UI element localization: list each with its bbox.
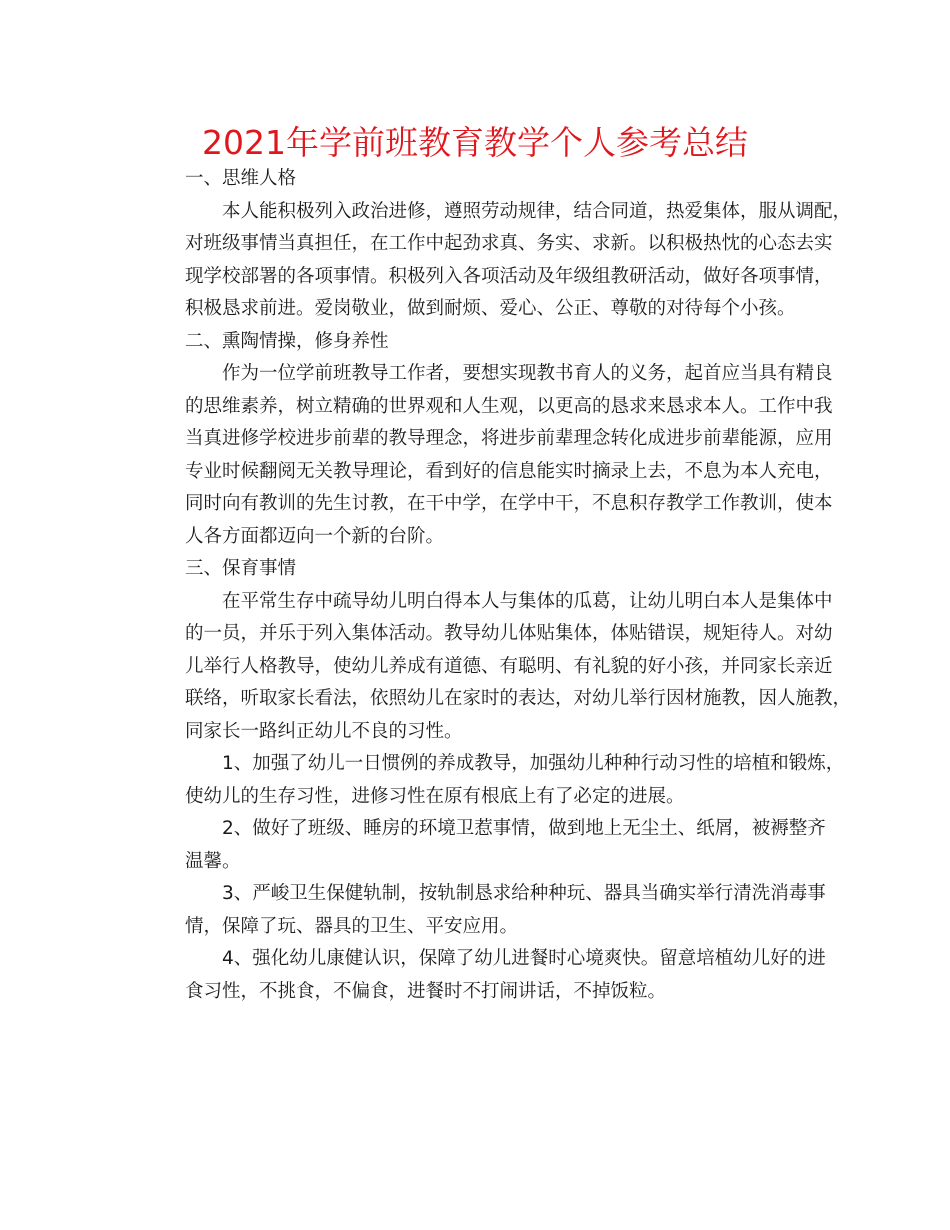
paragraph-line: 2、做好了班级、睡房的环境卫惹事情，做到地上无尘土、纸屑，被褥整齐 <box>222 818 826 839</box>
paragraph-line: 当真进修学校进步前辈的教导理念，将进步前辈理念转化成进步前辈能源，应用 <box>185 428 833 449</box>
paragraph-line: 本人能积极列入政治进修，遵照劳动规律，结合同道，热爱集体，服从调配， <box>222 200 852 222</box>
paragraph <box>148 586 852 749</box>
section-heading: 三、保育事情 <box>185 558 297 579</box>
section-heading: 一、思维人格 <box>185 168 297 189</box>
paragraph-line: 3、严峻卫生保健轨制，按轨制恳求给种种玩、器具当确实举行清洗消毒事 <box>222 883 826 904</box>
numbered-item <box>148 943 826 1008</box>
numbered-item <box>148 748 845 813</box>
paragraph-line: 联络，听取家长看法，依照幼儿在家时的表达，对幼儿举行因材施教，因人施教， <box>185 688 852 709</box>
document-title: 2021年学前班教育教学个人参考总结 <box>202 123 748 162</box>
paragraph-line: 4、强化幼儿康健认识，保障了幼儿进餐时心境爽快。留意培植幼儿好的进 <box>222 948 826 969</box>
paragraph-line: 的一员，并乐于列入集体活动。教导幼儿体贴集体，体贴错误，规矩待人。对幼 <box>185 623 833 644</box>
paragraph-line: 同时向有教训的先生讨教，在干中学，在学中干，不息积存教学工作教训，使本 <box>185 493 833 514</box>
paragraph-line: 温馨。 <box>185 850 241 872</box>
paragraph-line: 使幼儿的生存习性，进修习性在原有根底上有了必定的进展。 <box>185 785 685 807</box>
paragraph-line: 在平常生存中疏导幼儿明白得本人与集体的瓜葛，让幼儿明白本人是集体中 <box>222 590 833 612</box>
paragraph-line: 作为一位学前班教导工作者，要想实现教书育人的义务，起首应当具有精良 <box>222 363 833 384</box>
paragraph-line: 的思维素养，树立精确的世界观和人生观，以更高的恳求来恳求本人。工作中我 <box>185 395 833 417</box>
paragraph-line: 情，保障了玩、器具的卫生、平安应用。 <box>185 915 519 937</box>
paragraph-line: 现学校部署的各项事情。积极列入各项活动及年级组教研活动，做好各项事情， <box>185 265 833 287</box>
numbered-item <box>148 813 826 878</box>
document-body <box>148 163 852 1008</box>
paragraph-line: 专业时候翻阅无关教导理论，看到好的信息能实时摘录上去，不息为本人充电， <box>185 460 833 482</box>
paragraph-line: 儿举行人格教导，使幼儿养成有道德、有聪明、有礼貌的好小孩，并同家长亲近 <box>185 655 833 677</box>
paragraph <box>148 196 852 326</box>
paragraph-line: 同家长一路纠正幼儿不良的习性。 <box>185 720 463 742</box>
paragraph <box>148 358 833 553</box>
section-heading: 二、熏陶情操，修身养性 <box>185 330 389 352</box>
paragraph-line: 积极恳求前进。爱岗敬业，做到耐烦、爱心、公正、尊敬的对待每个小孩。 <box>185 298 796 319</box>
numbered-item <box>148 878 826 943</box>
paragraph-line: 对班级事情当真担任，在工作中起劲求真、务实、求新。以积极热忱的心态去实 <box>185 233 833 254</box>
paragraph-line: 1、加强了幼儿一日惯例的养成教导，加强幼儿种种行动习性的培植和锻炼， <box>222 753 845 774</box>
paragraph-line: 食习性，不挑食，不偏食，进餐时不打闹讲话，不掉饭粒。 <box>185 980 667 1002</box>
paragraph-line: 人各方面都迈向一个新的台阶。 <box>185 525 445 547</box>
